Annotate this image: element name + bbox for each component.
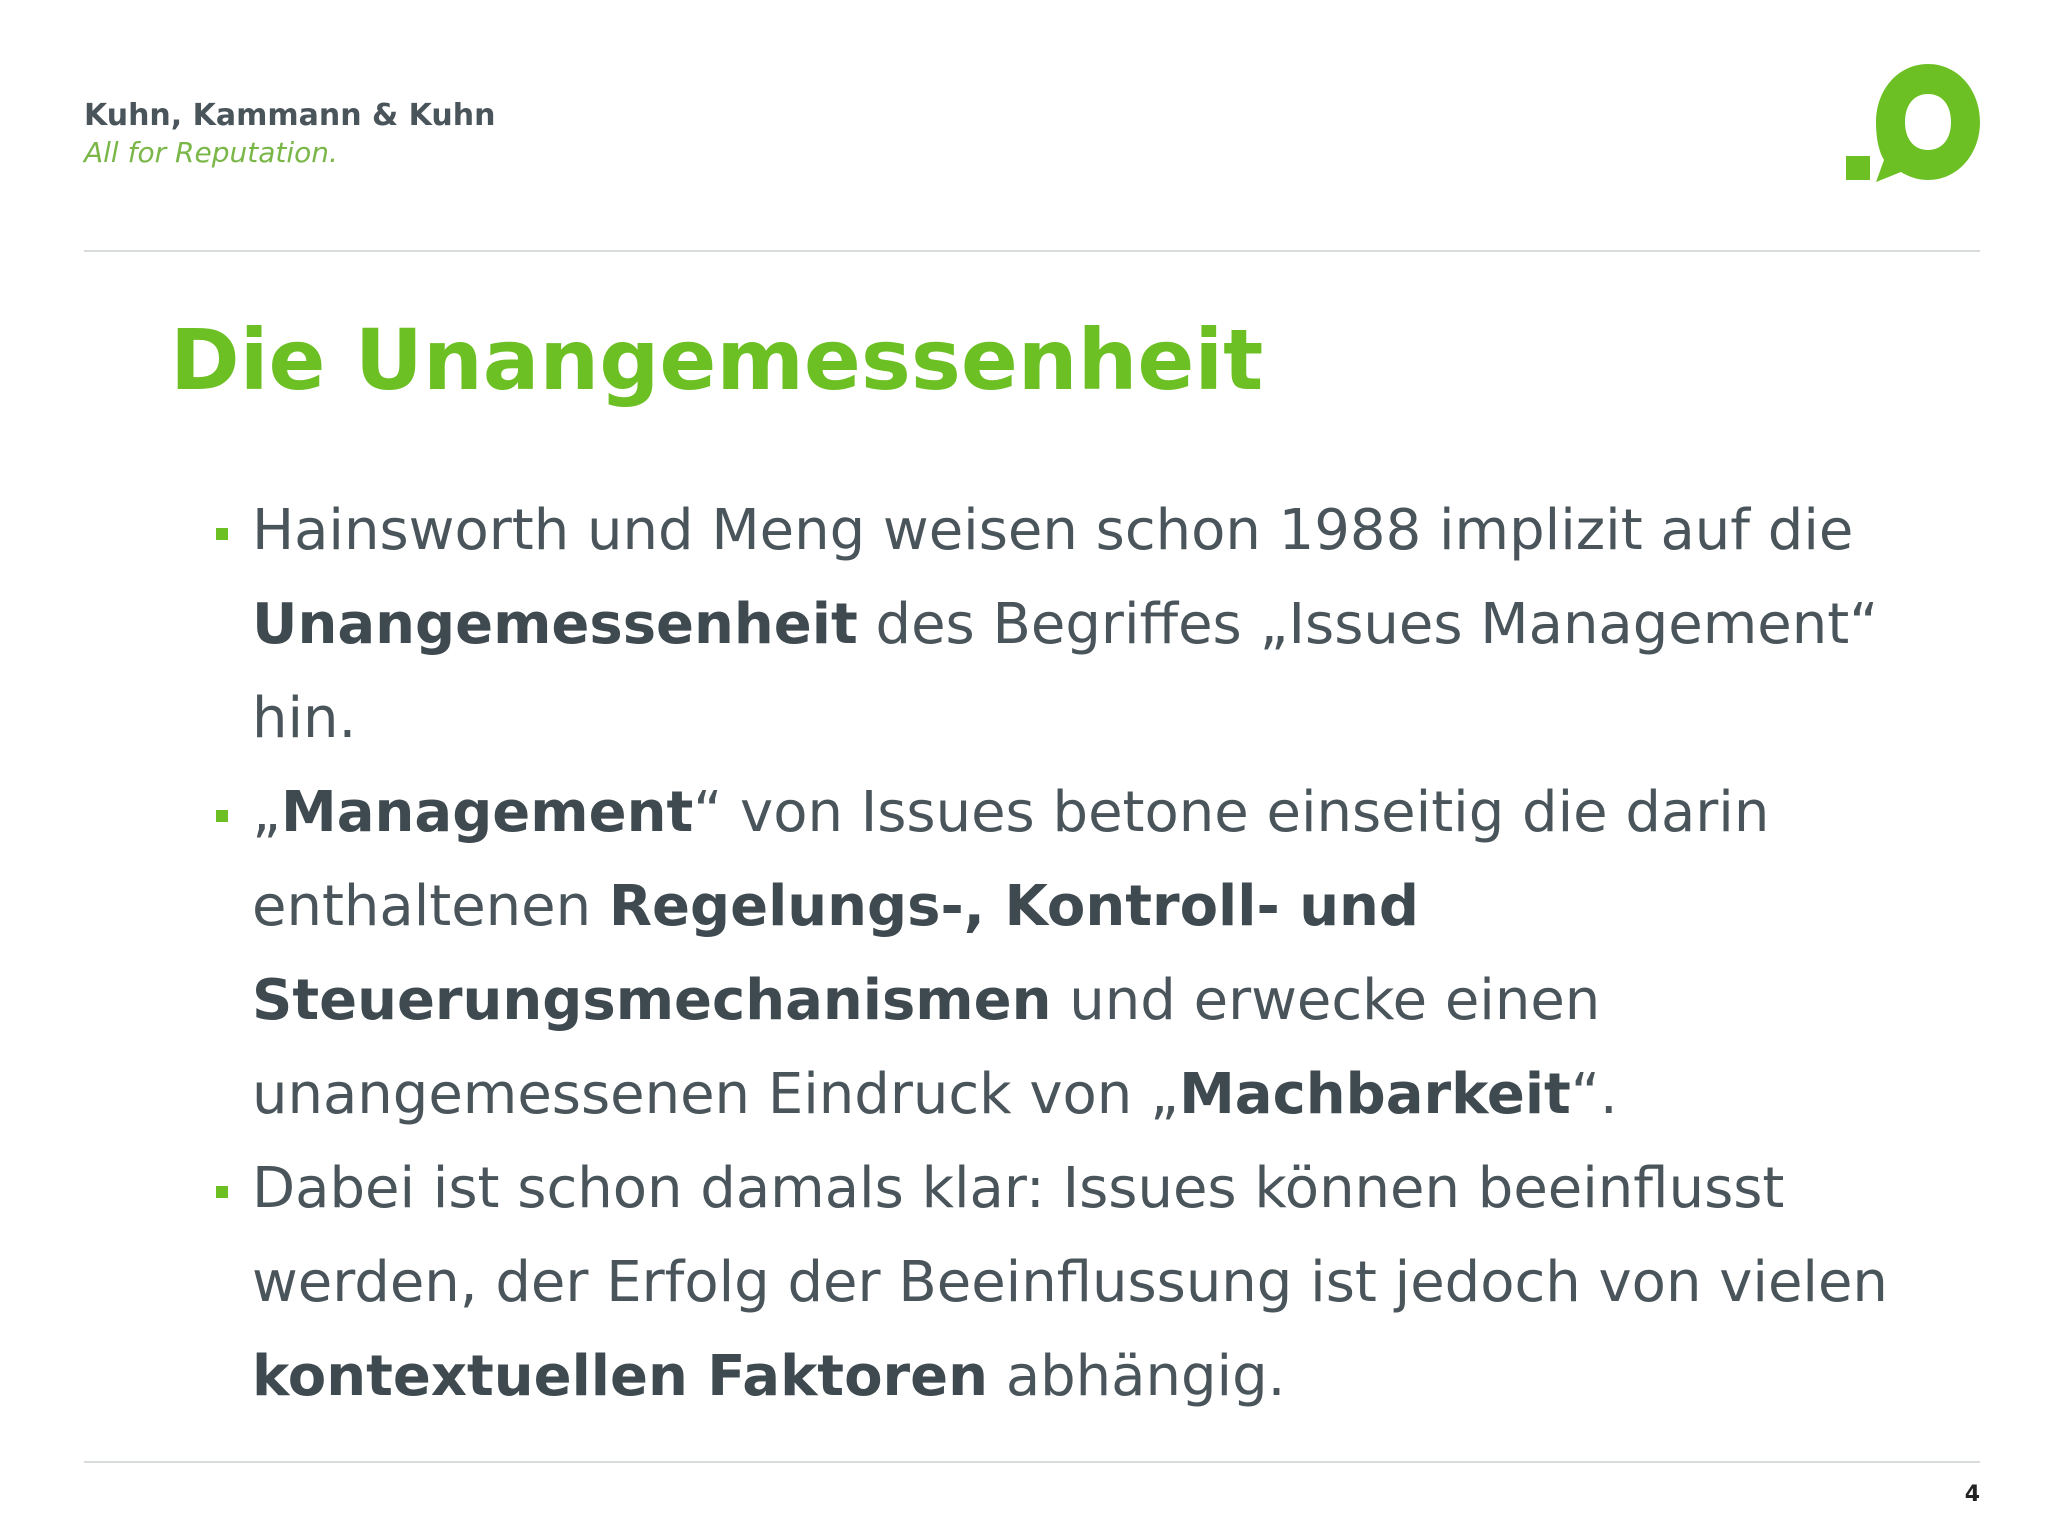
- bullet-item: [214, 484, 1914, 766]
- bullet-text: “ von Issues betone einseitig die darin enthaltenen: [252, 780, 1770, 939]
- speech-bubble-dot-logo-icon: [1846, 60, 1986, 188]
- bullet-square-icon: [216, 1186, 228, 1198]
- header-divider: [84, 250, 1980, 252]
- slide-title: Die Unangemessenheit: [170, 311, 1264, 409]
- bullet-text: Hainsworth und Meng weisen schon 1988 implizit auf die: [252, 498, 1854, 563]
- footer-divider: [84, 1461, 1980, 1463]
- bullet-emphasis: Unangemessenheit: [252, 592, 858, 657]
- page-number: 4: [1964, 1482, 1980, 1507]
- bullet-text: “.: [1570, 1062, 1618, 1127]
- bullet-emphasis: Management: [281, 780, 694, 845]
- bullet-emphasis: Machbarkeit: [1179, 1062, 1571, 1127]
- bullet-text: Dabei ist schon damals klar: Issues können beeinflusst werden, der Erfolg der Beeinflussung ist jedoch von vielen: [252, 1156, 1888, 1315]
- bullet-emphasis: kontextuellen Faktoren: [252, 1344, 989, 1409]
- brand-tagline: All for Reputation.: [84, 136, 338, 169]
- bullet-text: abhängig.: [988, 1344, 1286, 1409]
- bullet-item: [214, 1142, 1914, 1424]
- logo-dot: [1846, 156, 1870, 180]
- bullet-text: des Begriffes „Issues Management“ hin.: [252, 592, 1879, 751]
- bullet-text: „: [252, 780, 282, 845]
- brand-block: [84, 98, 495, 172]
- bullet-list: [214, 484, 1914, 1424]
- logo-ring: [1876, 64, 1980, 182]
- brand-name: Kuhn, Kammann & Kuhn: [84, 98, 496, 133]
- bullet-square-icon: [216, 528, 228, 540]
- bullet-item: [214, 766, 1914, 1142]
- bullet-emphasis: Regelungs-, Kontroll- und Steuerungsmechanismen: [252, 874, 1420, 1033]
- bullet-text: und erwecke einen unangemessenen Eindruck von „: [252, 968, 1601, 1127]
- bullet-square-icon: [216, 810, 228, 822]
